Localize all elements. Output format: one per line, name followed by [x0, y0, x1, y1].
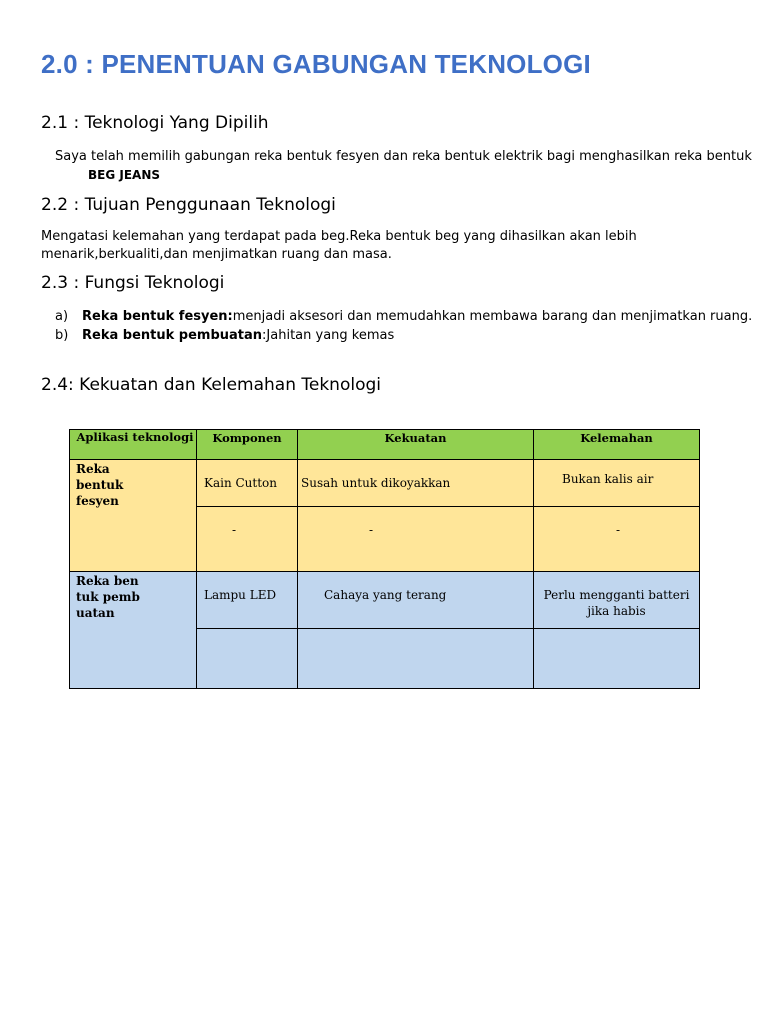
- table-cell: -: [197, 507, 298, 572]
- section-2-2-line-2: menarik,berkualiti,dan menjimatkan ruang dan masa.: [41, 247, 392, 262]
- list-item-label: Reka bentuk pembuatan: [82, 328, 263, 343]
- table-cell: -: [534, 507, 700, 572]
- table-cell: -: [298, 507, 534, 572]
- header-aplikasi: Aplikasi teknologi: [70, 430, 197, 460]
- section-heading-2-4: 2.4: Kekuatan dan Kelemahan Teknologi: [41, 375, 381, 395]
- table-cell: Perlu mengganti batteri jika habis: [534, 572, 700, 629]
- section-2-2-line-1: Mengatasi kelemahan yang terdapat pada beg.Reka bentuk beg yang dihasilkan akan lebih: [41, 229, 637, 244]
- list-marker: b): [55, 328, 69, 343]
- list-item-label: Reka bentuk fesyen:: [82, 309, 233, 324]
- list-marker: a): [55, 309, 69, 324]
- table-header-row: [70, 430, 700, 460]
- table-cell: Kain Cutton: [197, 460, 298, 507]
- section-heading-2-3: 2.3 : Fungsi Teknologi: [41, 273, 225, 293]
- table-cell: Cahaya yang terang: [298, 572, 534, 629]
- table-cell: Lampu LED: [197, 572, 298, 629]
- table-cell: [298, 629, 534, 689]
- list-item: [55, 308, 752, 326]
- page-title: 2.0 : PENENTUAN GABUNGAN TEKNOLOGI: [41, 49, 591, 79]
- group-label-cell: Reka bentuk fesyen: [70, 460, 197, 572]
- group-label-cell: Reka bentuk pembuatan: [70, 572, 197, 689]
- table-cell: Susah untuk dikoyakkan: [298, 460, 534, 507]
- header-kekuatan: Kekuatan: [298, 430, 534, 460]
- list-item-text: :Jahitan yang kemas: [262, 328, 395, 343]
- header-kelemahan: Kelemahan: [534, 430, 700, 460]
- strengths-weaknesses-table: [69, 429, 700, 689]
- table-row: [70, 460, 700, 507]
- table-cell: [534, 629, 700, 689]
- header-komponen: Komponen: [197, 430, 298, 460]
- section-2-1-text: Saya telah memilih gabungan reka bentuk fesyen dan reka bentuk elektrik bagi menghasilkan reka bentuk: [55, 149, 752, 164]
- product-name: BEG JEANS: [88, 168, 161, 182]
- list-item: [55, 327, 394, 345]
- table-row: [70, 572, 700, 629]
- table-cell: Bukan kalis air: [534, 460, 700, 507]
- list-item-text: menjadi aksesori dan memudahkan membawa barang dan menjimatkan ruang.: [232, 309, 753, 324]
- section-heading-2-1: 2.1 : Teknologi Yang Dipilih: [41, 113, 269, 133]
- table-cell: [197, 629, 298, 689]
- section-heading-2-2: 2.2 : Tujuan Penggunaan Teknologi: [41, 195, 336, 215]
